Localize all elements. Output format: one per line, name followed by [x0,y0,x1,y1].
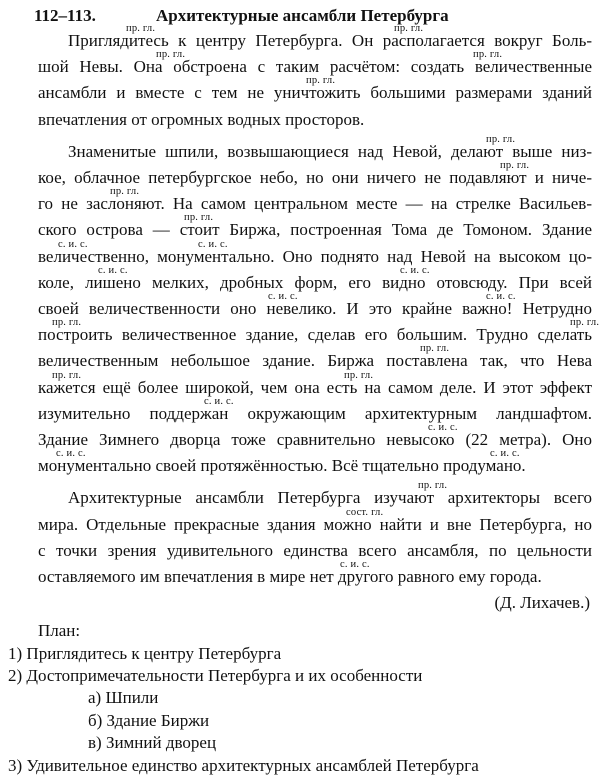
plan-item: 1) Приглядитесь к центру Петербурга [8,643,282,663]
text-line [8,480,592,511]
plan-section [8,620,598,777]
line-text: изумительно поддержан окружающим архитектурным ландшафтом. [38,403,592,423]
text-line [8,23,592,54]
line-text: Архитектурные ансамбли Петербурга изучают архитекторы всего [68,488,592,508]
line-text: Здание Зимнего дворца тоже сравнительно невысоко (22 метра). Оно [38,430,592,450]
document-page [8,2,598,777]
line-text: шой Невы. Она обстроена с таким расчётом: создать величественные [38,57,592,77]
line-text: коле, лишено мелких, дробных форм, его видно отовсюду. При всей [38,272,592,292]
exercise-number: 112–113. [34,6,96,25]
plan-title: План: [38,621,81,641]
subject-annotation: с. и. с. [486,291,516,303]
text-line [8,317,600,348]
text-line [8,559,592,590]
line-text: монументально своей протяжённостью. Всё тщательно продумано. [38,456,526,476]
subject-annotation: с. и. с. [56,448,86,460]
predicate-annotation: пр. гл. [52,317,82,329]
text-line [8,75,592,106]
predicate-annotation: пр. гл. [184,212,214,224]
line-text: величественным небольшое здание. Биржа поставлена так, что Нева [38,351,592,371]
text-line [8,538,592,564]
text-line [8,343,592,374]
text-line [8,212,592,243]
paragraph-3 [8,480,598,590]
predicate-annotation: пр. гл. [570,317,600,329]
plan-subitem: а) Шпили [88,688,159,708]
predicate-annotation: пр. гл. [156,49,186,61]
predicate-annotation: пр. гл. [394,23,424,34]
subject-annotation: с. и. с. [340,559,370,571]
subject-annotation: с. и. с. [98,264,128,276]
page-title: Архитектурные ансамбли Петербурга [156,6,449,25]
predicate-annotation: пр. гл. [486,133,516,145]
subject-annotation: с. и. с. [400,264,430,276]
text-line [8,107,592,133]
predicate-annotation: пр. гл. [473,49,503,61]
compound-predicate-annotation: сост. гл. [346,506,384,518]
text-line [8,369,592,401]
line-text: го не заслоняют. На самом центральном месте — на стрелке Васильев- [38,194,592,214]
predicate-annotation: пр. гл. [126,23,156,34]
subject-annotation: с. и. с. [428,422,458,434]
plan-item: 3) Удивительное единство архитектурных ансамблей Петербурга [8,755,479,775]
paragraph-1 [8,23,598,133]
line-text: кажется ещё более широкой, чем она есть на самом деле. И этот эффект [38,377,592,397]
text-line [8,395,592,427]
text-line [8,506,592,538]
subject-annotation: с. и. с. [198,238,228,250]
plan-item: 2) Достопримечательности Петербурга и их особенности [8,666,423,686]
predicate-annotation: пр. гл. [418,480,448,492]
author-signature: (Д. Лихачев.) [494,593,590,613]
plan-subitem: б) Здание Биржи [88,710,210,730]
line-text: кое, облачное петербургское небо, но они ничего не подавляют и ниче- [38,168,592,188]
text-line [8,291,592,322]
text-line [8,448,592,479]
line-text: мира. Отдельные прекрасные здания можно найти и вне Петербурга, но [38,514,592,534]
line-text: ансамбли и вместе с тем не уничтожить большими размерами зданий [38,83,592,103]
line-text: ского острова — стоит Биржа, построенная Тома де Томоном. Здание [38,220,592,240]
subject-annotation: с. и. с. [204,395,234,407]
line-text: впечатления от огромных водных просторов. [38,109,365,129]
predicate-annotation: пр. гл. [110,186,140,198]
line-text: величественно, монументально. Оно поднято над Невой на высоком цо- [38,246,592,266]
predicate-annotation: пр. гл. [500,160,530,172]
plan-subitem: в) Зимний дворец [88,733,217,753]
line-text: построить величественное здание, сделав его большим. Трудно сделать [38,325,592,345]
line-text: Приглядитесь к центру Петербурга. Он располагается вокруг Боль- [68,31,592,50]
predicate-annotation: пр. гл. [306,75,336,87]
subject-annotation: с. и. с. [268,291,298,303]
subject-annotation: с. и. с. [490,448,520,460]
line-text: своей величественности оно невелико. И это крайне важно! Нетрудно [38,299,592,319]
line-text: Знаменитые шпили, возвышающиеся над Невой, делают выше низ- [68,141,592,161]
line-text: оставляемого им впечатления в мире нет другого равного ему города. [38,567,542,587]
predicate-annotation: пр. гл. [344,369,374,381]
subject-annotation: с. и. с. [58,238,88,250]
predicate-annotation: пр. гл. [52,369,82,381]
text-line [8,186,592,217]
predicate-annotation: пр. гл. [420,343,450,355]
paragraph-2 [8,133,600,480]
line-text: с точки зрения удивительного единства всего ансамбля, по цельности [38,540,592,560]
